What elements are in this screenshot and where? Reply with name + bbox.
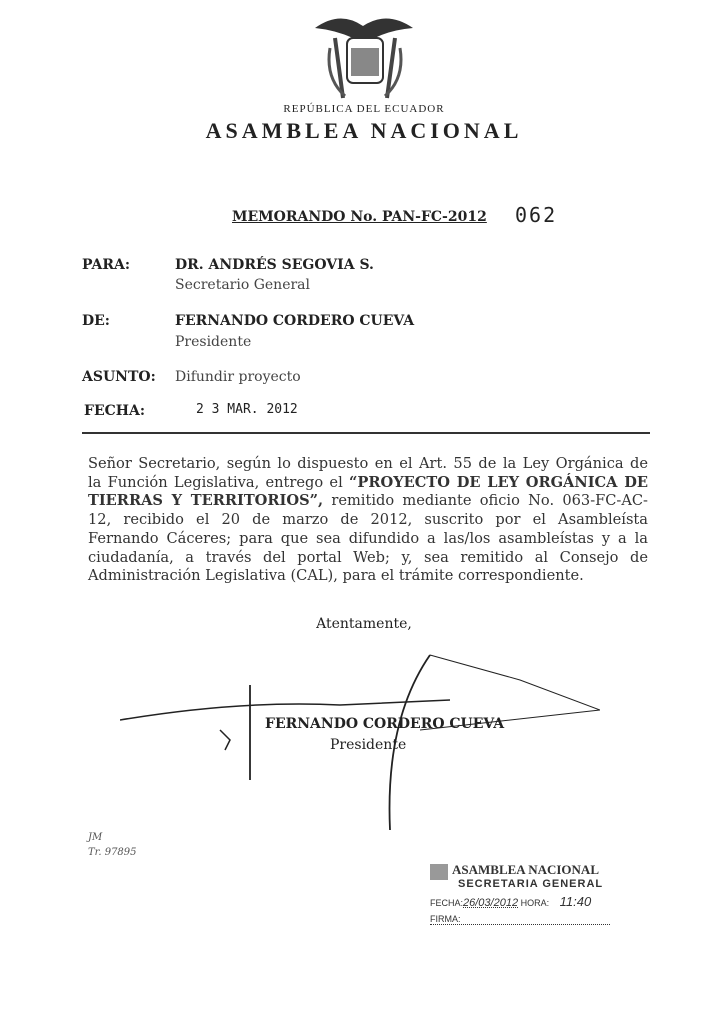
- asunto-label: ASUNTO:: [82, 369, 156, 385]
- republic-label: REPÚBLICA DEL ECUADOR: [283, 103, 445, 115]
- stamp-fecha: FECHA:26/03/2012 HORA: 11:40: [430, 894, 592, 909]
- body-line: la Función Legislativa, entrego el “PROYECTO DE LEY ORGÁNICA DE: [88, 473, 648, 491]
- coat-of-arms-emblem: [295, 8, 435, 103]
- memo-title: MEMORANDO No. PAN-FC-2012: [232, 209, 487, 225]
- stamp-subtitle: SECRETARIA GENERAL: [458, 878, 604, 890]
- body-line: Administración Legislativa (CAL), para el trámite correspondiente.: [88, 567, 584, 585]
- de-name: FERNANDO CORDERO CUEVA: [175, 313, 415, 329]
- fecha-label: FECHA:: [84, 403, 146, 419]
- fecha-stamp: 2 3 MAR. 2012: [196, 402, 298, 417]
- institution-name: ASAMBLEA NACIONAL: [205, 118, 523, 143]
- memo-number: 062: [515, 203, 558, 227]
- stamp-firma: FIRMA:: [430, 914, 610, 925]
- asunto-value: Difundir proyecto: [175, 369, 301, 385]
- divider: [82, 432, 650, 434]
- body-line: TIERRAS Y TERRITORIOS”, remitido mediante oficio No. 063-FC-AC-: [88, 492, 648, 510]
- body-line: Señor Secretario, según lo dispuesto en el Art. 55 de la Ley Orgánica de: [88, 455, 648, 472]
- stamp-title: ASAMBLEA NACIONAL: [452, 862, 599, 877]
- initials: JM: [88, 832, 103, 843]
- closing: Atentamente,: [316, 616, 412, 632]
- para-role: Secretario General: [175, 277, 311, 293]
- body-line: ciudadanía, a través del portal Web; y, sea remitido al Consejo de: [88, 548, 648, 566]
- stamp-emblem-icon: [430, 864, 448, 880]
- signer-role: Presidente: [330, 737, 407, 753]
- de-label: DE:: [82, 313, 110, 329]
- para-label: PARA:: [82, 257, 131, 273]
- memo-body: [88, 455, 648, 586]
- body-line: Fernando Cáceres; para que sea difundido a las/los asambleístas y a la: [88, 529, 648, 547]
- de-role: Presidente: [175, 334, 252, 350]
- signer-name: FERNANDO CORDERO CUEVA: [265, 716, 505, 732]
- body-line: 12, recibido el 20 de marzo de 2012, suscrito por el Asambleísta: [88, 511, 648, 529]
- tracking-number: Tr. 97895: [88, 847, 137, 858]
- para-name: DR. ANDRÉS SEGOVIA S.: [175, 257, 374, 273]
